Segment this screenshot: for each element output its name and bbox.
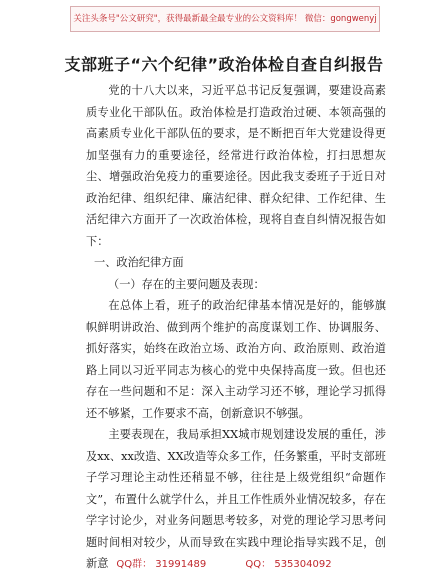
footer-contact [0,555,448,570]
body-paragraph: 在总体上看，班子的政治纪律基本情况是好的，能够旗帜鲜明讲政治、做到两个维护的高度谋划工作、协调服务、抓好落实，始终在政治立场、政治方向、政治原则、政治道路上同以习近平同志为核心的党中央保持高度一致。但也还存在一些问题和不足：深入主动学习还不够，理论学习抓得还不够紧，工作要求不高，创新意识不够强。 [86,299,386,420]
intro-paragraph: 党的十八大以来，习近平总书记反复强调，要建设高素质专业化干部队伍。政治体检是打造政治过硬、本领高强的高素质专业化干部队伍的要求，是不断把百年大党建设得更加坚强有力的重要途径，经常进行政治体检，打扫思想灰尘、增强政治免疫力的重要途径。因此我支委班子于近日对政治纪律、组织纪律、廉洁纪律、群众纪律、工作纪律、生活纪律六方面开了一次政治体检，现将自查自纠情况报告如下： [86,84,386,248]
section-heading: 一、政治纪律方面 [94,256,184,269]
subsection-heading: （一）存在的主要问题及表现： [108,277,265,291]
promo-banner: 关注头条号"公文研究"，获得最新最全最专业的公文资料库！ 微信：gongwenyj [70,6,380,32]
qq-group-label: QQ群： 31991489 [116,559,207,570]
qq-label: QQ： 535304092 [245,559,332,570]
document-body [86,80,386,575]
document-title: 支部班子“六个纪律”政治体检自查自纠报告 [64,55,384,74]
body-paragraph: 主要表现在，我局承担XX城市规划建设发展的重任，涉及xx、xx改造、XX改造等众多工作，任务繁重，平时支部班子学习理论主动性还稍显不够，往往是上级党组织“命题作文”，布置什么就学什么，并且工作性质外业情况较多，存在学字讨论少，对业务问题思考较多，对党的理论学习思考问题时间相对较少，从而导致在实践中理论指导实践不足，创新意 [86,428,386,570]
